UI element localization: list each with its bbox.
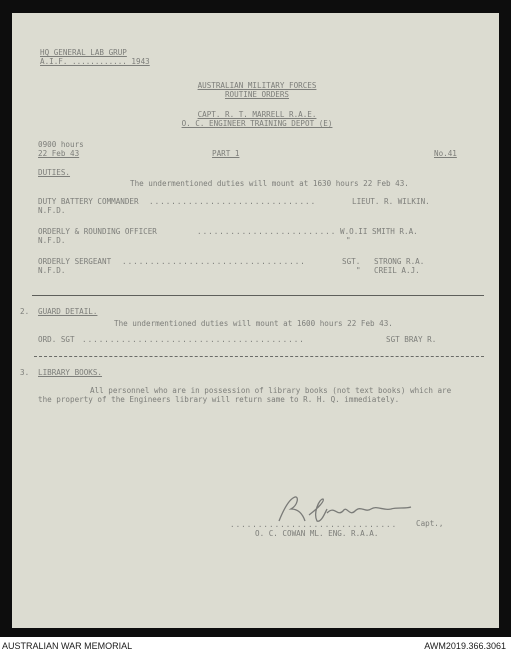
archive-footer <box>0 639 511 653</box>
duty-role-1: DUTY BATTERY COMMANDER <box>38 197 139 206</box>
duties-heading: DUTIES. <box>38 168 71 177</box>
title-line-2: ROUTINE ORDERS <box>224 90 289 99</box>
section-3-body: All personnel who are in possession of library books (not text books) which are the property of the Engineers library will return same to R. H. Q. immediately. <box>38 386 452 404</box>
section-2-name: SGT BRAY R. <box>386 335 437 344</box>
leader-dots: .............................. <box>149 197 317 206</box>
order-date: 22 Feb 43 <box>38 149 80 158</box>
section-2-intro: The undermentioned duties will mount at 1600 hours 22 Feb 43. <box>114 319 393 328</box>
order-number: No.41 <box>434 149 457 158</box>
duty-sub-name-3: CREIL A.J. <box>374 266 420 275</box>
duty-role-2: ORDERLY & ROUNDING OFFICER <box>38 227 157 236</box>
title-line-1: AUSTRALIAN MILITARY FORCES <box>197 81 317 90</box>
ditto-mark: " <box>346 236 351 245</box>
signature-printed-name: O. C. COWAN ML. ENG. R.A.A. <box>255 529 379 538</box>
duty-sub-2: N.F.D. <box>38 236 66 245</box>
header-line-1: HQ GENERAL LAB GRUP <box>40 48 127 57</box>
duties-intro: The undermentioned duties will mount at 1630 hours 22 Feb 43. <box>130 179 409 188</box>
duty-name-1: LIEUT. R. WILKIN. <box>352 197 430 206</box>
archive-name: AUSTRALIAN WAR MEMORIAL <box>2 641 133 651</box>
duty-sub-3: N.F.D. <box>38 266 66 275</box>
duty-role-3: ORDERLY SERGEANT <box>38 257 112 266</box>
duty-name-2: W.O.II SMITH R.A. <box>340 227 418 236</box>
section-divider <box>34 356 484 357</box>
section-2-role: ORD. SGT <box>38 335 75 344</box>
leader-dots: ........................................ <box>82 335 305 344</box>
title-line-4: O. C. ENGINEER TRAINING DEPOT (E) <box>181 119 333 128</box>
duty-sub-1: N.F.D. <box>38 206 66 215</box>
duty-rank-3: SGT. <box>342 257 361 266</box>
section-divider <box>32 295 484 296</box>
ditto-mark: " <box>356 266 361 275</box>
leader-dots: ......................... <box>197 227 337 236</box>
order-time: 0900 hours <box>38 140 84 149</box>
archive-reference: AWM2019.366.3061 <box>424 641 506 651</box>
order-part: PART 1 <box>212 149 240 158</box>
signature-rank: Capt., <box>416 519 444 528</box>
header-line-2: A.I.F. ............ 1943 <box>40 57 150 66</box>
section-3-heading: LIBRARY BOOKS. <box>38 368 103 377</box>
signature-dots: .............................. <box>230 520 398 529</box>
leader-dots: ................................. <box>122 257 306 266</box>
duty-name-3: STRONG R.A. <box>374 257 425 266</box>
document-page <box>12 13 499 628</box>
title-line-3: CAPT. R. T. MARRELL R.A.E. <box>197 110 317 119</box>
section-2-heading: GUARD DETAIL. <box>38 307 98 316</box>
section-3-number: 3. <box>20 368 30 377</box>
section-2-number: 2. <box>20 307 30 316</box>
